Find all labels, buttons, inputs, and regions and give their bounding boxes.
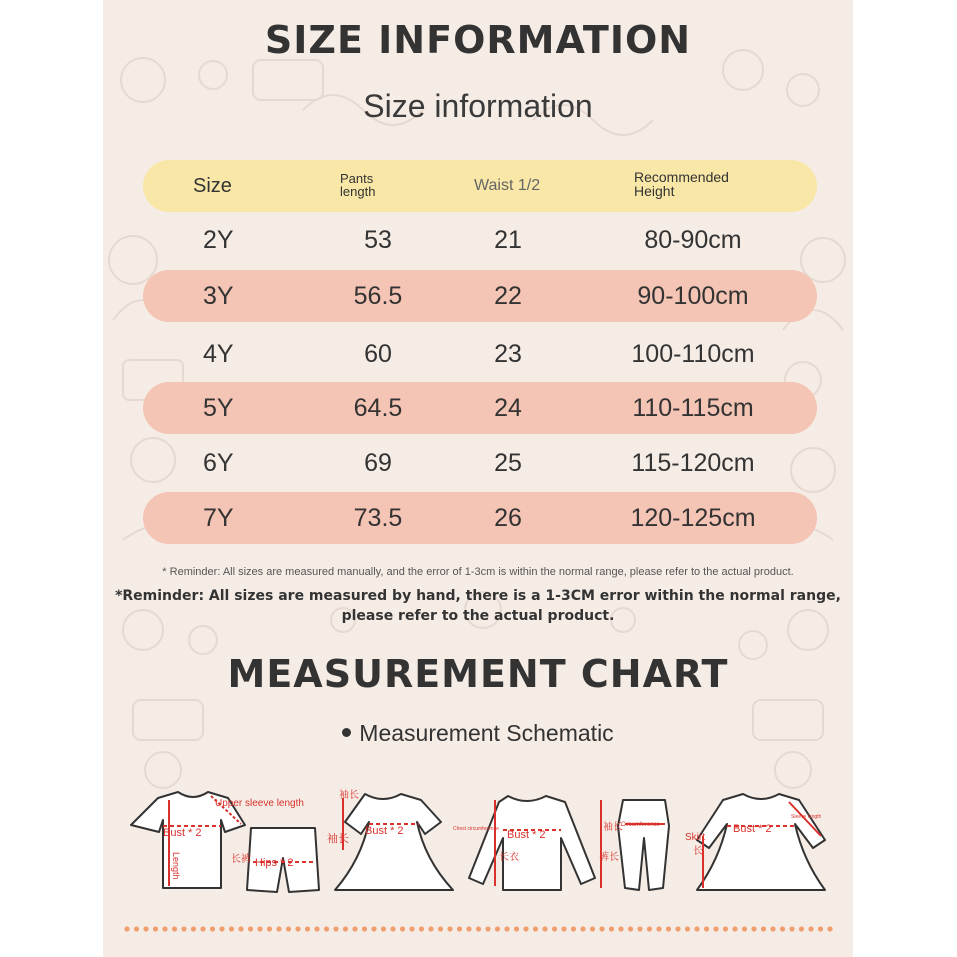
divider-dot [219,926,224,931]
divider-dot [789,926,794,931]
table-row [143,270,817,322]
divider-dot [124,926,129,931]
divider-dot [333,926,338,931]
divider-dot [590,926,595,931]
label-length: Length [171,852,181,880]
page-subtitle: Size information [363,88,593,124]
size-chart-page [103,0,853,957]
divider-dot [827,926,832,931]
cell-size: 2Y [203,226,234,254]
divider-dot [675,926,680,931]
divider-dot [523,926,528,931]
divider-dot [704,926,709,931]
divider-dot [438,926,443,931]
cell-pants-length: 56.5 [353,282,403,310]
label-pants-len-cn: 裤长 [599,852,619,863]
divider-dot [447,926,452,931]
divider-dot [504,926,509,931]
divider-dot [780,926,785,931]
cell-pants-length: 69 [364,449,392,477]
measurement-schematic-heading [103,720,853,747]
table-row [143,328,817,380]
header-recommended-height [634,170,754,198]
divider-dot [485,926,490,931]
divider-dot [618,926,623,931]
long-sleeve-dress-icon [697,794,825,890]
cell-waist: 26 [494,504,522,532]
divider-dot [637,926,642,931]
divider-dot [200,926,205,931]
label-skirt: Skirt [685,832,705,843]
divider-dot [210,926,215,931]
divider-dot [666,926,671,931]
cell-height: 115-120cm [631,449,755,477]
label-bust-4: Bust * 2 [733,823,772,835]
label-upper-sleeve: Upper sleeve length [215,798,304,809]
schematic-label: Measurement Schematic [359,720,614,746]
divider-dot [172,926,177,931]
reminder-small-note: * Reminder: All sizes are measured manually, and the error of 1-3cm is within the normal range, please refer to the actual product. [162,566,794,578]
header-height-line1: Recommended [634,169,729,185]
cell-size: 6Y [203,449,234,477]
cell-size: 3Y [203,282,234,310]
garment-diagrams [103,780,853,910]
divider-dot [400,926,405,931]
cell-pants-length: 53 [364,226,392,254]
label-pants-cn: 长裤 [231,854,251,865]
divider-dot [713,926,718,931]
pants-icon [618,800,669,890]
divider-dot [352,926,357,931]
divider-dot [647,926,652,931]
header-height-line2: Height [634,183,675,199]
divider-dot [324,926,329,931]
cell-waist: 23 [494,340,522,368]
label-bust-2: Bust * 2 [365,825,404,837]
divider-dot [257,926,262,931]
divider-dot [343,926,348,931]
cell-size: 4Y [203,340,234,368]
divider-dot [808,926,813,931]
divider-dot [742,926,747,931]
divider-dot [276,926,281,931]
divider-dot [286,926,291,931]
cell-size: 5Y [203,394,234,422]
header-size: Size [193,175,232,197]
header-pants-line1: Pants [340,171,374,186]
divider-dot [656,926,661,931]
divider-dot [628,926,633,931]
divider-dot [552,926,557,931]
divider-dot [685,926,690,931]
divider-dot [723,926,728,931]
label-hips: Hips * 2 [255,857,294,869]
divider-dot [770,926,775,931]
cell-waist: 21 [494,226,522,254]
header-pants-length [340,172,400,198]
label-sleeve-cn2: 袖长 [327,833,349,845]
divider-dot [162,926,167,931]
cell-height: 80-90cm [644,226,742,254]
label-chest-small: Chest circumference [453,826,499,832]
reminder-bold-note [103,586,853,626]
divider-dot [143,926,148,931]
divider-dot [694,926,699,931]
cell-height: 100-110cm [631,340,755,368]
divider-dot [381,926,386,931]
reminder-bold-line2: please refer to the actual product. [341,608,615,624]
label-skirt-cn: 长 [693,846,703,857]
divider-dot [561,926,566,931]
divider-dot [571,926,576,931]
divider-dot [818,926,823,931]
divider-dot [305,926,310,931]
divider-dot [751,926,756,931]
label-cuff-cn: 袖长 [603,822,623,833]
divider-dot [229,926,234,931]
divider-dot [799,926,804,931]
cell-pants-length: 64.5 [353,394,403,422]
cell-pants-length: 60 [364,340,392,368]
divider-dot [542,926,547,931]
cell-height: 120-125cm [630,504,756,532]
header-waist: Waist 1/2 [474,177,541,194]
divider-dot [181,926,186,931]
bullet-icon [342,728,351,737]
divider-dot [238,926,243,931]
cell-waist: 25 [494,449,522,477]
divider-dot [134,926,139,931]
cell-height: 110-115cm [632,394,754,422]
page-title: SIZE INFORMATION [264,18,692,62]
divider-dot [419,926,424,931]
table-row [143,492,817,544]
divider-dot [466,926,471,931]
table-row [143,382,817,434]
divider-dot [457,926,462,931]
divider-dot [267,926,272,931]
label-length-cn: 长衣 [499,852,519,863]
table-header-row [143,160,817,212]
divider-dot [732,926,737,931]
divider-dot [476,926,481,931]
label-bust-1: Bust * 2 [163,827,202,839]
reminder-bold-line1: *Reminder: All sizes are measured by hand, there is a 1-3CM error within the normal range, [115,588,841,604]
divider-dot [533,926,538,931]
header-pants-line2: length [340,184,376,199]
divider-dot [495,926,500,931]
cell-pants-length: 73.5 [353,504,403,532]
divider-dot [191,926,196,931]
divider-dot [153,926,158,931]
divider-dot [371,926,376,931]
divider-dot [514,926,519,931]
divider-dot [599,926,604,931]
label-bust-3: Bust * 2 [507,829,546,841]
label-sleeve-cn: 袖长 [339,790,359,801]
long-sleeve-top-icon [469,796,595,890]
divider-dot [609,926,614,931]
divider-dot [428,926,433,931]
dotted-divider [123,925,833,933]
cell-size: 7Y [203,504,234,532]
label-sleeve-small: Sleeve length [791,814,822,820]
divider-dot [761,926,766,931]
cell-waist: 24 [494,394,522,422]
label-waist-cn: Circumference [621,822,661,828]
table-row [143,214,817,266]
measurement-chart-title: MEASUREMENT CHART [227,652,729,696]
divider-dot [362,926,367,931]
cell-waist: 22 [494,282,522,310]
divider-dot [409,926,414,931]
divider-dot [314,926,319,931]
divider-dot [390,926,395,931]
dress-icon [335,794,453,890]
cell-height: 90-100cm [637,282,749,310]
table-row [143,437,817,489]
divider-dot [248,926,253,931]
divider-dot [580,926,585,931]
divider-dot [295,926,300,931]
